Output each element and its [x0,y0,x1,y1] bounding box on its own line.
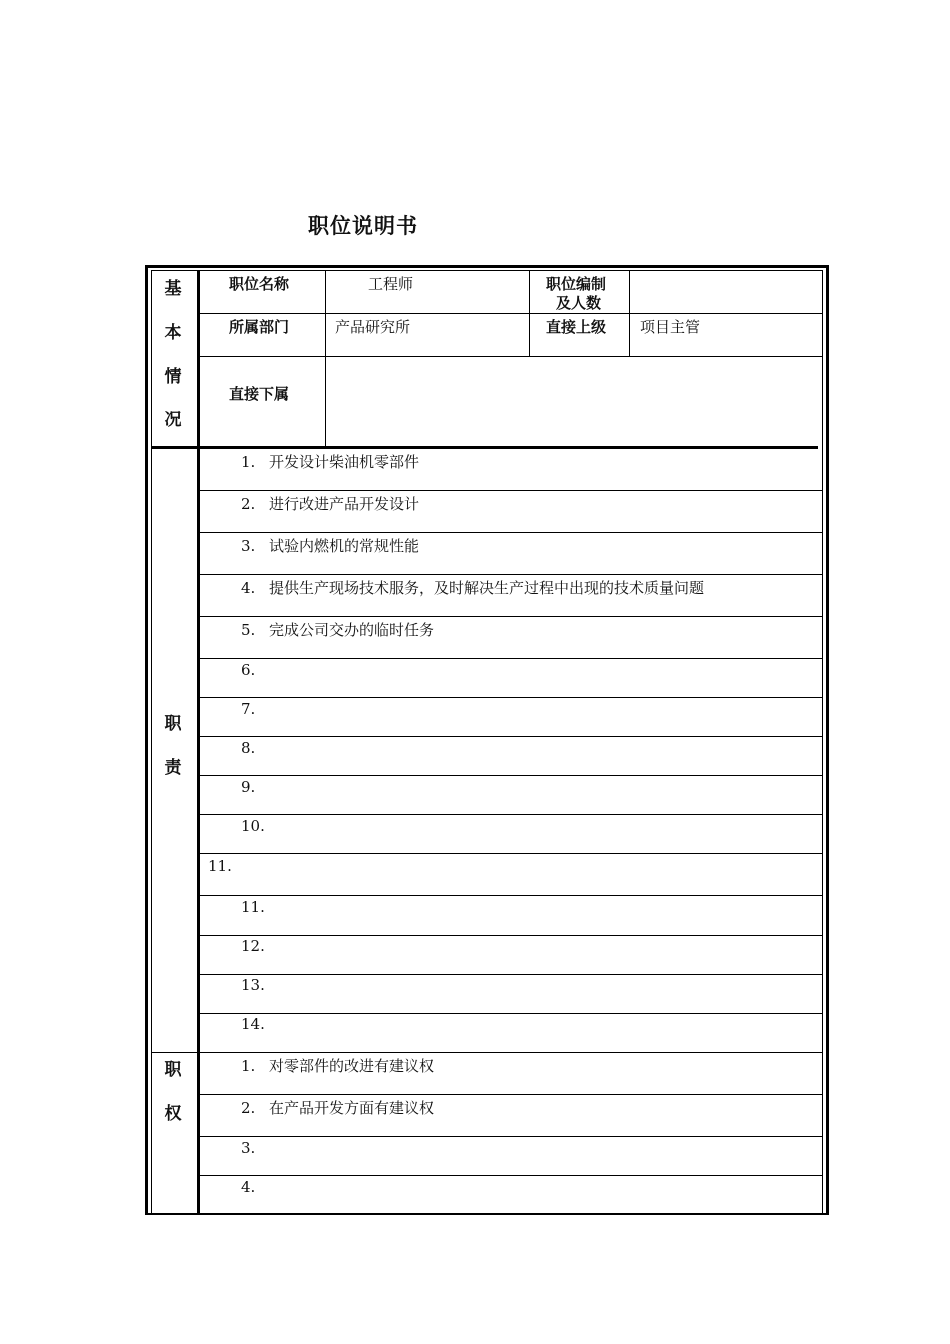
row-line [198,1136,823,1137]
row-line [198,1094,823,1095]
duty-number: 4. [241,579,256,597]
duty-item [241,619,434,640]
supervisor-label: 直接上级 [546,318,607,336]
duty-item [241,937,269,955]
headcount-label-line1: 职位编制 [546,275,607,293]
authority-section-label-2: 权 [164,1104,182,1124]
duty-item [241,661,269,679]
row-line [198,697,823,698]
duty-item [241,817,269,835]
duty-text: 提供生产现场技术服务，及时解决生产过程中出现的技术质量问题 [269,579,705,597]
row-line [198,532,823,533]
authority-number: 1. [241,1057,256,1075]
row-line [198,490,823,491]
duty-text: 进行改进产品开发设计 [269,495,420,513]
row-line [198,1013,823,1014]
inner-border-top [151,270,823,271]
authority-item [241,1178,269,1196]
duty-number: 14. [241,1015,265,1033]
duty-number: 10. [241,817,265,835]
authority-item [241,1055,434,1076]
authority-number: 2. [241,1099,256,1117]
authority-number: 3. [241,1139,256,1157]
authority-text: 在产品开发方面有建议权 [269,1099,435,1117]
duty-number: 7. [241,700,256,718]
duty-item [241,700,269,718]
duty-text: 开发设计柴油机零部件 [269,453,420,471]
subordinates-label: 直接下属 [229,385,290,403]
duty-number: 12. [241,937,265,955]
table-border-right [826,265,829,1215]
basic-section-label-1: 基 [164,279,182,299]
basic-section-label-4: 况 [164,410,182,430]
row-line [198,658,823,659]
position-name-label: 职位名称 [229,275,290,293]
row-line [198,935,823,936]
basic-row-line-2 [198,356,823,357]
table-border-bottom [145,1213,829,1215]
department-value: 产品研究所 [335,318,411,336]
document-title: 职位说明书 [308,214,418,238]
duty-item [208,857,236,875]
duties-section-bottom [152,1052,823,1053]
duty-number: 5. [241,621,256,639]
duty-item [241,898,269,916]
duty-item [241,778,269,796]
duty-item [241,1015,269,1033]
duty-item [241,976,269,994]
duty-number: 13. [241,976,265,994]
duty-item [241,451,419,472]
authority-item [241,1097,434,1118]
authority-number: 4. [241,1178,256,1196]
inner-border-left [151,270,152,1215]
duty-text: 试验内燃机的常规性能 [269,537,420,555]
duties-section-label-2: 责 [164,758,182,778]
duty-number: 6. [241,661,256,679]
table-border-left [145,265,148,1215]
duty-number: 1. [241,453,256,471]
authority-section-label-1: 职 [164,1060,182,1080]
row-line [198,853,823,854]
basic-col-line-2 [529,270,530,356]
basic-section-bottom [152,446,818,449]
duty-number: 11. [208,857,232,875]
duty-number: 11. [241,898,265,916]
row-line [198,895,823,896]
duty-number: 3. [241,537,256,555]
duties-section-label-1: 职 [164,714,182,734]
duty-item [241,493,419,514]
duty-number: 2. [241,495,256,513]
row-line [198,775,823,776]
headcount-label-line2: 及人数 [556,294,602,312]
row-line [198,616,823,617]
supervisor-value: 项目主管 [640,318,701,336]
row-line [198,974,823,975]
row-line [198,814,823,815]
table-border-top [145,265,829,268]
basic-row-line-1 [198,313,823,314]
duty-number: 9. [241,778,256,796]
inner-border-right [822,270,823,1215]
basic-col-line-3 [629,270,630,356]
department-label: 所属部门 [229,318,290,336]
basic-section-label-3: 情 [164,367,182,387]
row-line [198,1175,823,1176]
duty-item [241,577,704,598]
duty-number: 8. [241,739,256,757]
duty-text: 完成公司交办的临时任务 [269,621,435,639]
authority-item [241,1139,269,1157]
position-name-value: 工程师 [368,275,414,293]
row-line [198,736,823,737]
row-line [198,574,823,575]
section-divider [197,270,200,1215]
duty-item [241,739,269,757]
authority-text: 对零部件的改进有建议权 [269,1057,435,1075]
basic-section-label-2: 本 [164,323,182,343]
duty-item [241,535,419,556]
basic-col-line-1 [325,270,326,447]
